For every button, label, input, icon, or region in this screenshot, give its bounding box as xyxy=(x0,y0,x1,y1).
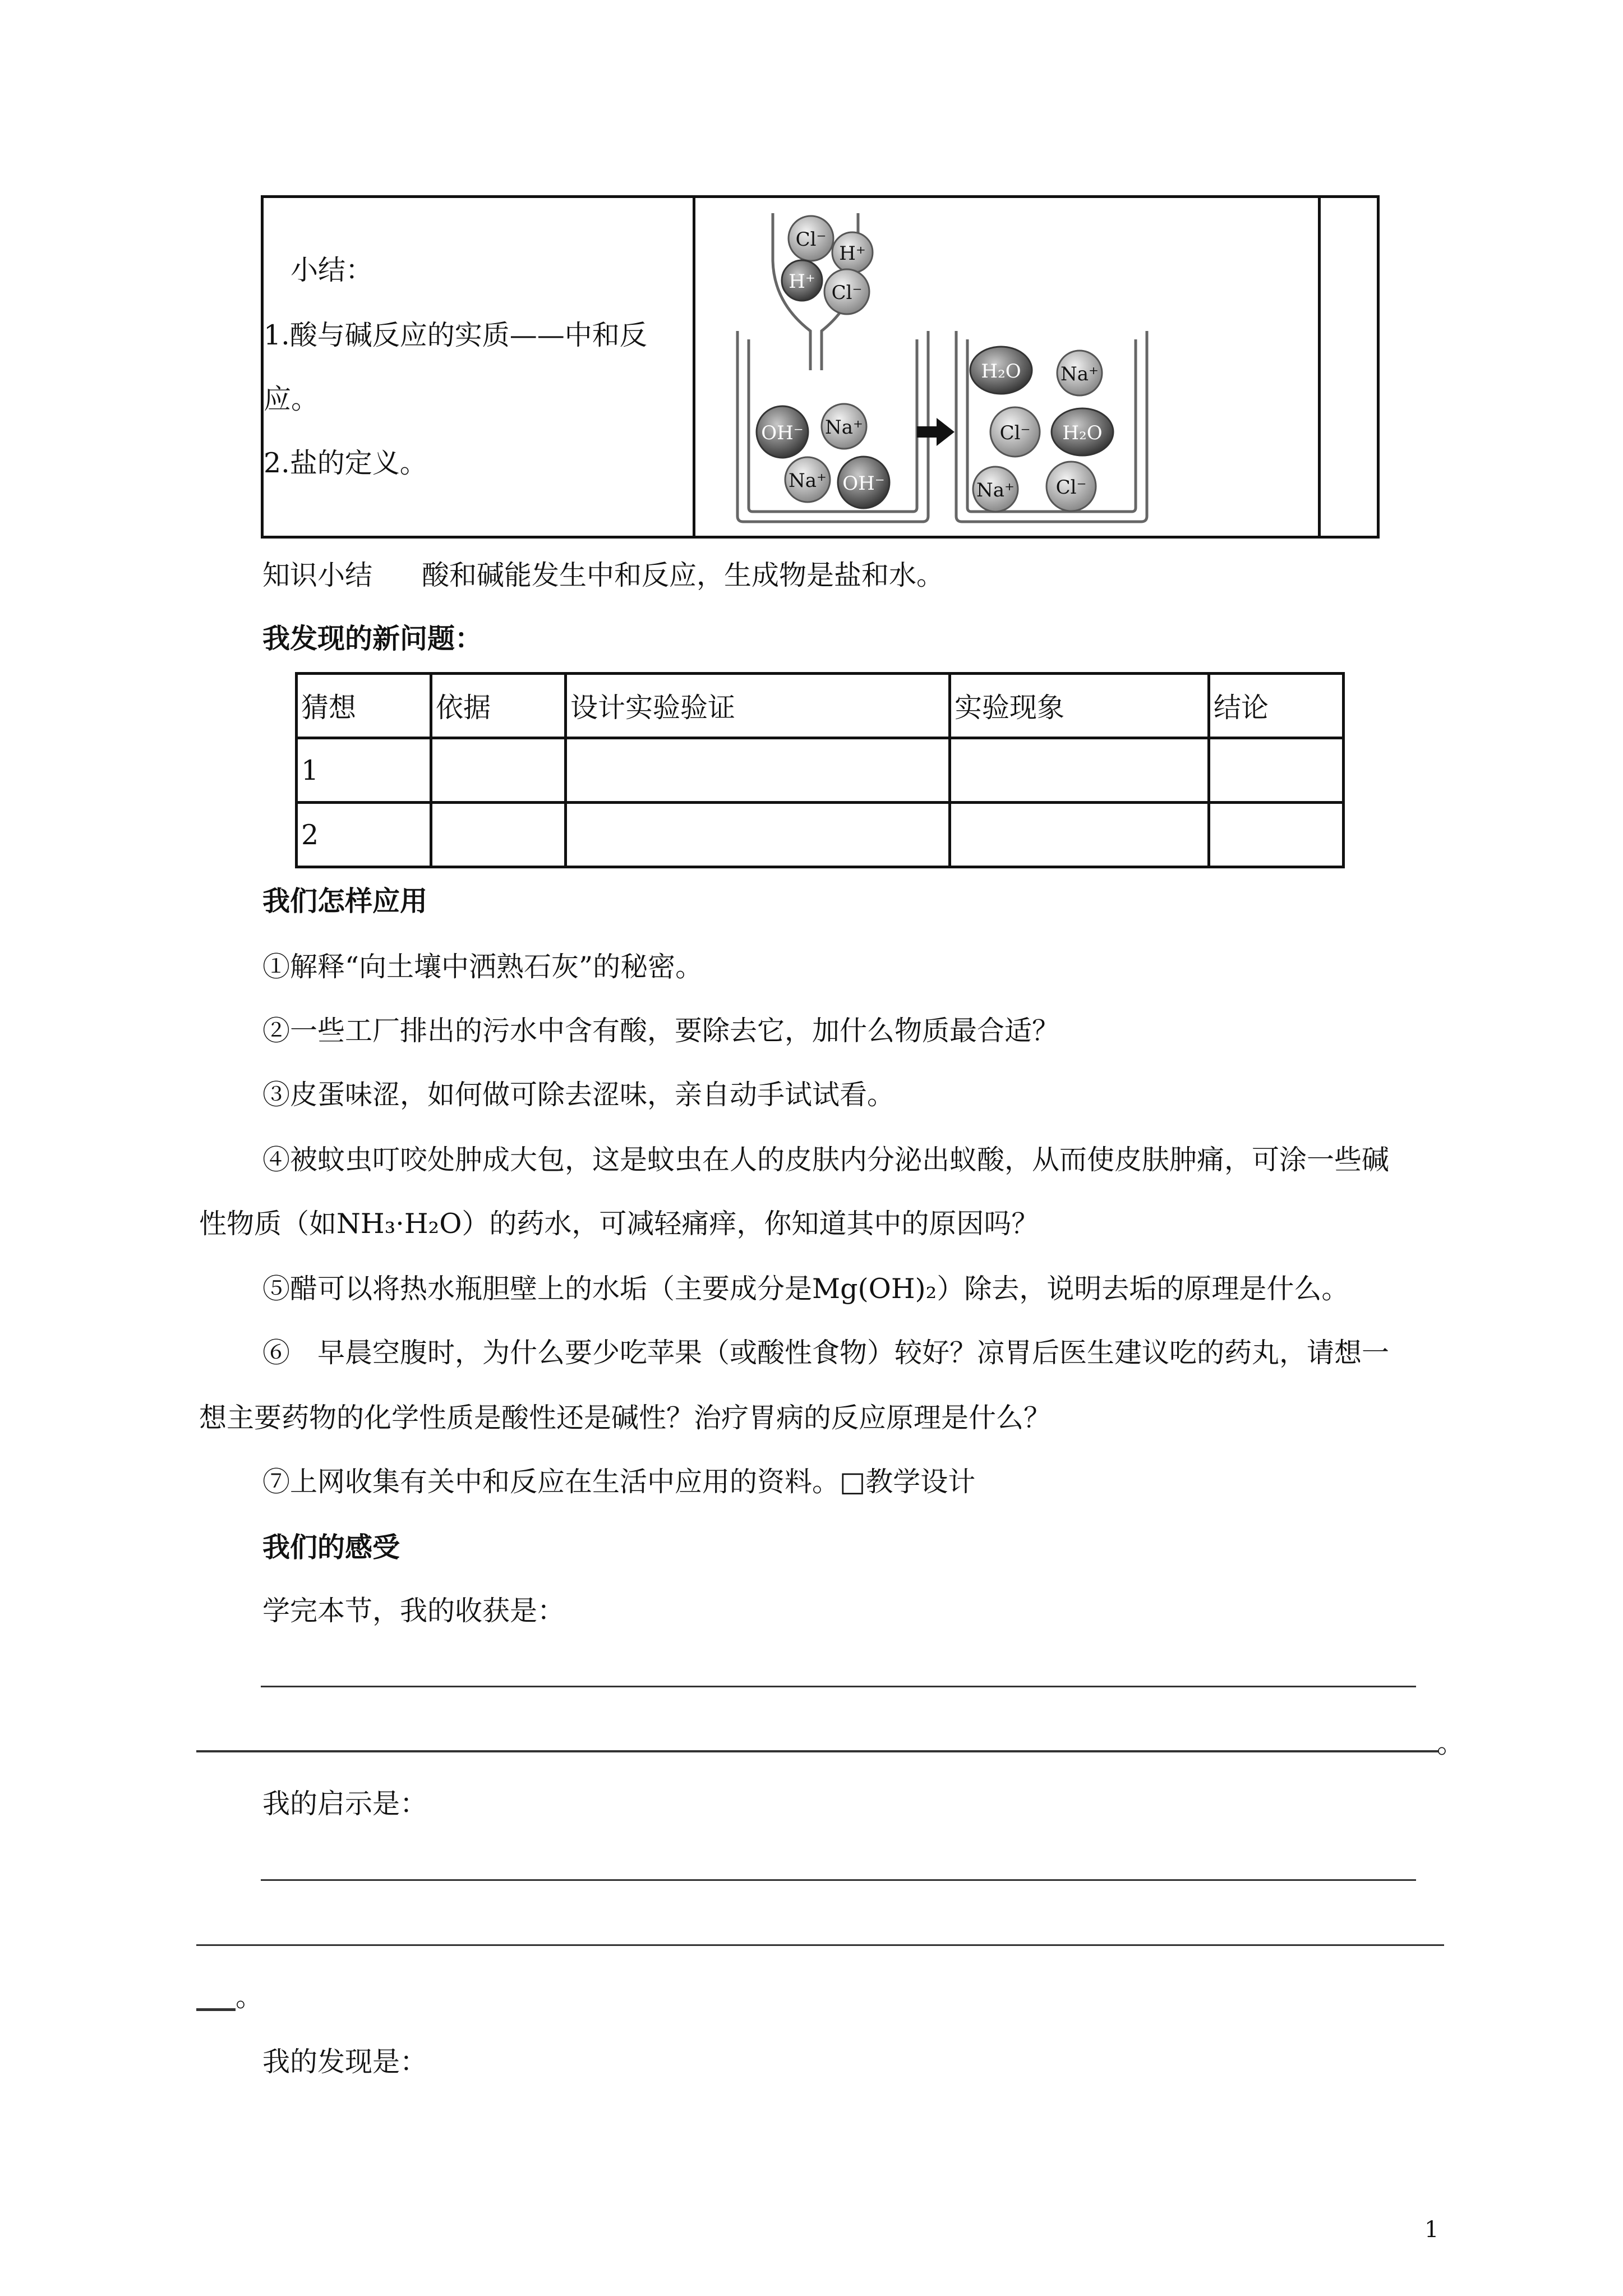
application-item-7: ⑦上网收集有关中和反应在生活中应用的资料。□教学设计 xyxy=(262,1466,976,1498)
ion-na-3 xyxy=(1057,351,1102,395)
ion-cl-4 xyxy=(1046,462,1096,511)
header-cell: 结论 xyxy=(1209,674,1344,738)
table-cell[interactable] xyxy=(566,738,950,803)
svg-text:H₂O: H₂O xyxy=(1062,422,1103,444)
summary-line-2: 应。 xyxy=(264,383,319,415)
table-row xyxy=(297,738,1344,803)
discovery-label: 我的发现是： xyxy=(262,2046,428,2078)
header-cell: 依据 xyxy=(431,674,566,738)
table-cell[interactable] xyxy=(431,803,566,867)
header-cell: 猜想 xyxy=(297,674,431,738)
header-cell: 实验现象 xyxy=(950,674,1209,738)
harvest-answer-line-2[interactable] xyxy=(196,1750,1438,1752)
neutralization-diagram xyxy=(695,202,1492,539)
application-item-6-cont: 想主要药物的化学性质是酸性还是碱性？治疗胃病的反应原理是什么？ xyxy=(199,1402,1052,1434)
inspiration-answer-line-2[interactable] xyxy=(196,1944,1444,1946)
table-header-row xyxy=(297,674,1344,738)
svg-text:H⁺: H⁺ xyxy=(789,270,815,293)
summary-cell xyxy=(261,195,695,539)
svg-text:H₂O: H₂O xyxy=(981,360,1021,383)
svg-text:Na⁺: Na⁺ xyxy=(1061,363,1099,385)
inspiration-answer-line-1[interactable] xyxy=(261,1879,1416,1881)
ion-h-2 xyxy=(782,260,822,301)
table-row xyxy=(297,803,1344,867)
application-item-3: ③皮蛋味涩，如何做可除去涩味，亲自动手试试看。 xyxy=(262,1079,895,1111)
summary-heading: 小结： xyxy=(291,254,374,286)
table-cell: 2 xyxy=(297,803,431,867)
harvest-period: 。 xyxy=(1437,1727,1465,1759)
ion-cl-2 xyxy=(824,269,869,314)
harvest-answer-line-1[interactable] xyxy=(261,1686,1416,1687)
header-cell: 设计实验验证 xyxy=(566,674,950,738)
ion-oh-1 xyxy=(757,406,808,458)
table-cell[interactable] xyxy=(431,738,566,803)
summary-line-3: 2.盐的定义。 xyxy=(264,447,427,479)
new-questions-title: 我发现的新问题： xyxy=(262,622,483,655)
molecule-h2o-2 xyxy=(1052,408,1113,455)
table-cell: 1 xyxy=(297,738,431,803)
inspiration-label: 我的启示是： xyxy=(262,1788,428,1820)
application-item-4-cont: 性物质（如NH₃·H₂O）的药水，可减轻痛痒，你知道其中的原因吗？ xyxy=(199,1208,1039,1240)
reaction-arrow-icon xyxy=(917,418,955,446)
knowledge-summary-text: 酸和碱能发生中和反应，生成物是盐和水。 xyxy=(422,559,944,591)
application-item-5: ⑤醋可以将热水瓶胆壁上的水垢（主要成分是Mg(OH)₂）除去，说明去垢的原理是什么。 xyxy=(262,1273,1349,1305)
inspiration-period: 。 xyxy=(236,1981,264,2013)
svg-text:Cl⁻: Cl⁻ xyxy=(1055,476,1087,499)
summary-line-1: 1.酸与碱反应的实质——中和反 xyxy=(264,319,647,351)
svg-text:OH⁻: OH⁻ xyxy=(761,422,804,444)
application-item-6: ⑥ 早晨空腹时，为什么要少吃苹果（或酸性食物）较好？凉胃后医生建议吃的药丸，请想一 xyxy=(262,1337,1390,1369)
inspiration-answer-line-3[interactable] xyxy=(196,2008,236,2011)
application-item-4: ④被蚊虫叮咬处肿成大包，这是蚊虫在人的皮肤内分泌出蚁酸，从而使皮肤肿痛，可涂一些碱 xyxy=(262,1144,1390,1176)
ion-na-2 xyxy=(785,457,830,502)
harvest-label: 学完本节，我的收获是： xyxy=(262,1595,565,1627)
ion-cl-1 xyxy=(789,216,833,261)
table-cell[interactable] xyxy=(950,738,1209,803)
svg-text:Na⁺: Na⁺ xyxy=(976,479,1015,501)
feelings-title: 我们的感受 xyxy=(262,1531,400,1563)
svg-text:Cl⁻: Cl⁻ xyxy=(999,422,1031,444)
application-item-2: ②一些工厂排出的污水中含有酸，要除去它，加什么物质最合适？ xyxy=(262,1015,1060,1047)
ion-oh-2 xyxy=(838,457,889,508)
page-number: 1 xyxy=(1424,2217,1439,2243)
application-item-1: ①解释“向土壤中洒熟石灰”的秘密。 xyxy=(262,951,703,983)
table-cell[interactable] xyxy=(950,803,1209,867)
svg-text:Cl⁻: Cl⁻ xyxy=(795,228,827,251)
ion-h-1 xyxy=(832,232,873,273)
table-cell[interactable] xyxy=(1209,803,1344,867)
table-cell[interactable] xyxy=(1209,738,1344,803)
new-questions-table xyxy=(295,672,1345,868)
svg-text:OH⁻: OH⁻ xyxy=(842,472,885,495)
svg-text:Cl⁻: Cl⁻ xyxy=(831,282,863,304)
svg-text:H⁺: H⁺ xyxy=(839,242,866,265)
table-cell[interactable] xyxy=(566,803,950,867)
svg-text:Na⁺: Na⁺ xyxy=(825,416,863,439)
knowledge-summary-label: 知识小结 xyxy=(262,559,373,591)
ion-na-4 xyxy=(973,467,1018,512)
ion-cl-3 xyxy=(990,407,1040,457)
svg-text:Na⁺: Na⁺ xyxy=(789,470,827,492)
molecule-h2o-1 xyxy=(970,347,1032,394)
ion-na-1 xyxy=(822,404,866,449)
application-title: 我们怎样应用 xyxy=(262,885,428,917)
